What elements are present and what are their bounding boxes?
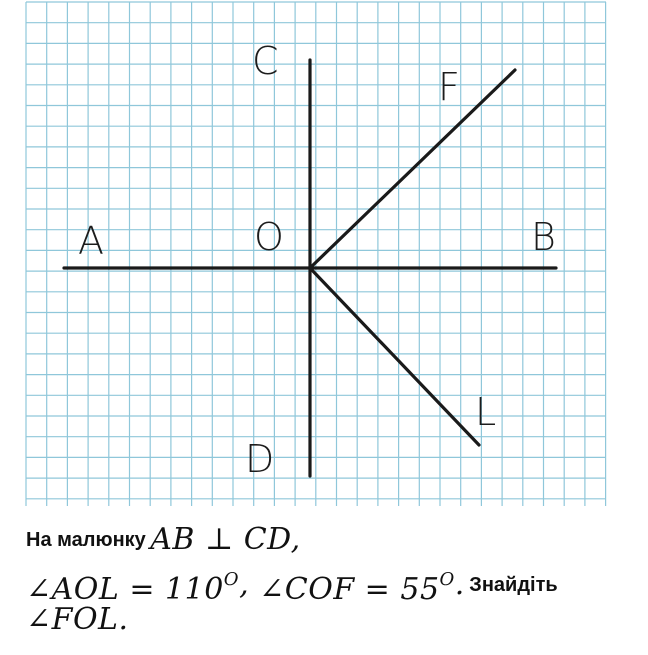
angle-cof-value: ∠COF = 55 <box>259 572 440 607</box>
label-f: F <box>438 65 460 109</box>
statement-period: . <box>454 567 465 602</box>
angle-cof-statement <box>259 569 455 607</box>
angle-cof-degree: O <box>439 569 455 590</box>
grid-paper <box>26 2 606 506</box>
label-d: D <box>245 437 275 481</box>
angle-aol-degree: O <box>223 569 240 590</box>
ray-ol <box>310 268 479 445</box>
problem-line-2 <box>26 560 636 607</box>
ray-of <box>310 70 515 268</box>
label-l: L <box>475 390 497 434</box>
target-angle: ∠FOL. <box>26 602 129 637</box>
angle-separator: , <box>239 567 260 602</box>
perpendicular-statement: AB ⊥ CD, <box>150 522 301 557</box>
label-o: O <box>254 215 284 259</box>
problem-statement <box>26 520 636 640</box>
problem-line-1 <box>26 520 636 560</box>
problem-intro: На малюнку <box>26 529 146 551</box>
label-a: A <box>78 219 104 263</box>
label-c: C <box>252 39 279 83</box>
task-verb: Знайдіть <box>469 574 558 596</box>
label-b: B <box>531 215 556 259</box>
angle-aol-value: ∠AOL = 110 <box>26 572 224 607</box>
